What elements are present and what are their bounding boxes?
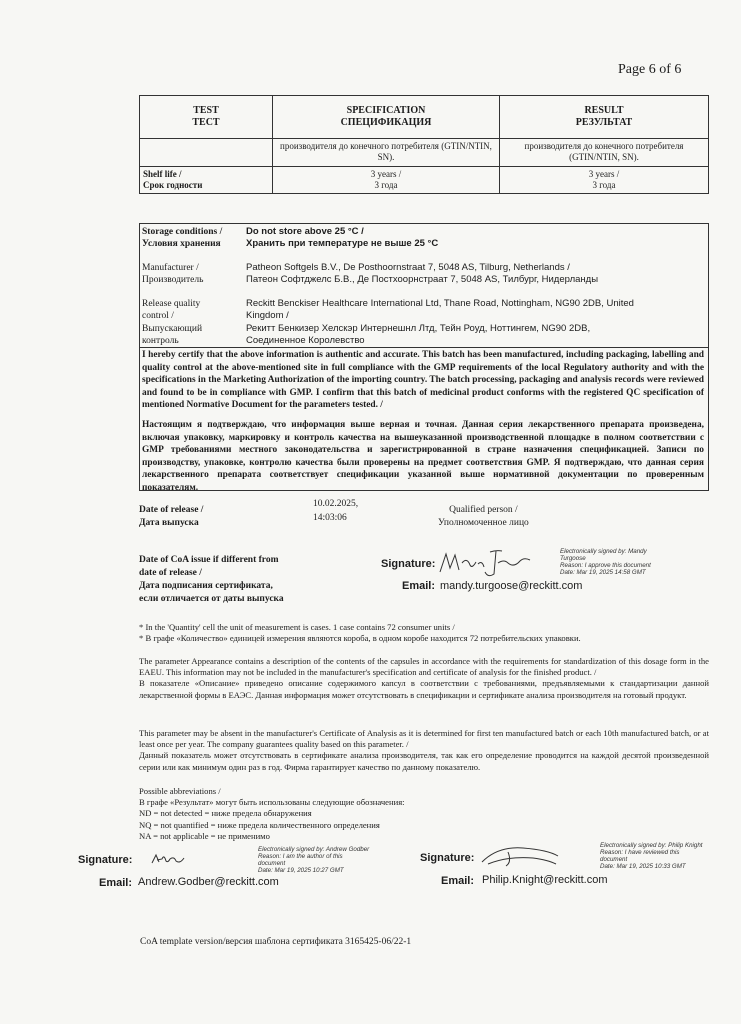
storage-value: Do not store above 25 °C / Хранить при температуре не выше 25 °C — [246, 226, 439, 250]
header-result: RESULT РЕЗУЛЬТАТ — [500, 96, 709, 139]
footnote-1: The parameter Appearance contains a description of the contents of the capsules in accordance with the requirements for standardization of this dosage form in the EAEU. This information may not be included in the manufacturer's specification and certificate of analysis for the finished product. / В показателе «Описание» приведено описание содержимого капсул в соответствии с требованиями, предъявляемыми к стандартизации данной лекарственной формы в ЕАЭС. Данная информация может отсутствовать в спецификации и сертификате анализа производителя на готовый продукт. — [139, 656, 709, 700]
release-date-value: 10.02.2025, 14:03:06 — [313, 499, 359, 524]
email-label: Email: — [402, 580, 436, 592]
table-cell — [140, 139, 273, 167]
handwritten-signature-mandy — [438, 548, 533, 578]
release-date-label: Date of release / Дата выпуска — [139, 505, 204, 528]
footnote-2: This parameter may be absent in the manufacturer's Certificate of Analysis as it is determined for first ten manufactured batch or each 10th manufactured batch, or at least once per year. The company guarantees quality based on this parameter. / Данный показатель может отсутствовать в сертификате анализа производителя, так как его определение проводится на каждой десятой произведенной серии или как минимум один раз в год. Фирма гарантирует качество по данному показателю. — [139, 728, 709, 772]
certification-en: I hereby certify that the above information is authentic and accurate. This batch has been manufactured, including packaging, labelling and quality control at the above-mentioned site in full compliance with the GMP requirements of the local Regulatory authority and with the specifications in the Marketing Authorization of the importing country. The batch processing, packaging and analysis records were reviewed and found to be in compliance with GMP. I confirm that this batch of medicinal product conforms with the registered QC specification of mentioned Normative Document for the parameters tested. / — [142, 350, 704, 410]
coa-issue-label: Date of CoA issue if different from date of release / Дата подписания сертификата, если отличается от даты выпуска — [139, 555, 284, 605]
release-control-value: Reckitt Benckiser Healthcare International Ltd, Thane Road, Nottingham, NG90 2DB, United Kingdom / Рекитт Бенкизер Хелскэр Интернешнл Лтд, Тейн Роуд, Ноттингем, NG90 2DB, Соединенное Королевство — [246, 298, 634, 347]
release-control-label: Release quality control / Выпускающий контроль — [142, 299, 203, 347]
email-value-right: Philip.Knight@reckitt.com — [482, 874, 608, 886]
manufacturer-label: Manufacturer / Производитель — [142, 263, 204, 286]
shelf-life-label: Shelf life / Срок годности — [140, 166, 273, 194]
email-label-left: Email: — [99, 877, 133, 889]
electronic-signature-philip: Electronically signed by: Philip Knight Reason: I have reviewed this document Date: Mar 19, 2025 10:33 GMT — [600, 842, 703, 871]
signature-label-left: Signature: — [78, 854, 133, 866]
electronic-signature-andrew: Electronically signed by: Andrew Godber Reason: I am the author of this document Date: Mar 19, 2025 10:27 GMT — [258, 846, 370, 875]
handwritten-signature-andrew — [150, 852, 190, 866]
header-specification: SPECIFICATION СПЕЦИФИКАЦИЯ — [273, 96, 500, 139]
email-label-right: Email: — [441, 875, 475, 887]
handwritten-signature-philip — [478, 842, 568, 870]
header-test: TEST ТЕСТ — [140, 96, 273, 139]
specification-table — [139, 95, 709, 194]
manufacturer-value: Patheon Softgels B.V., De Posthoornstraat 7, 5048 AS, Tilburg, Netherlands / Патеон Софтджелс Б.В., Де Постхоорнстраат 7, 5048 AS, Тилбург, Нидерланды — [246, 262, 599, 286]
certification-ru: Настоящим я подтверждаю, что информация выше верная и точная. Данная серия лекарственного препарата произведена, включая упаковку, маркировку и контроль качества на вышеуказанной производственной площадке в полном соответствии с GMP требованиями местного законодательства и зарегистрированной в стране назначения спецификацией. Записи по производству, упаковке, контролю качества были проверены на предмет соответствия GMP. Я подтверждаю, что данная серия лекарственного препарата соответствует спецификации указанной выше нормативной документации по проверенным показателям. — [142, 420, 704, 493]
signature-label-right: Signature: — [420, 852, 475, 864]
abbreviations: Possible abbreviations / В графе «Результат» могут быть использованы следующие обозначения: ND = not detected = ниже предела обнаружения NQ = not quantified = ниже предела количественного определения NA = not applicable = не применимо — [139, 786, 405, 841]
quantity-note: * In the 'Quantity' cell the unit of measurement is cases. 1 case contains 72 consumer units / * В графе «Количество» единицей измерения являются короба, в одном коробе находится 72 потребительских упаковки. — [139, 622, 581, 644]
table-row — [140, 139, 709, 167]
qualified-person: Qualified person / Уполномоченное лицо — [438, 505, 529, 529]
email-value-left: Andrew.Godber@reckitt.com — [138, 876, 279, 888]
table-row — [140, 166, 709, 194]
storage-label: Storage conditions / Условия хранения — [142, 227, 223, 250]
shelf-life-spec: 3 years / 3 года — [273, 166, 500, 194]
table-header-row — [140, 96, 709, 139]
release-info-block — [139, 223, 709, 491]
signature-label: Signature: — [381, 558, 436, 570]
page-number: Page 6 of 6 — [618, 62, 682, 77]
shelf-life-result: 3 years / 3 года — [500, 166, 709, 194]
electronic-signature-mandy: Electronically signed by: Mandy Turgoose Reason: I approve this document Date: Mar 19, 2025 14:58 GMT — [560, 548, 651, 577]
email-value: mandy.turgoose@reckitt.com — [440, 580, 583, 592]
table-cell: производителя до конечного потребителя (GTIN/NTIN, SN). — [500, 139, 709, 167]
table-cell: производителя до конечного потребителя (GTIN/NTIN, SN). — [273, 139, 500, 167]
template-version: CoA template version/версия шаблона сертификата 3165425-06/22-1 — [140, 937, 412, 947]
